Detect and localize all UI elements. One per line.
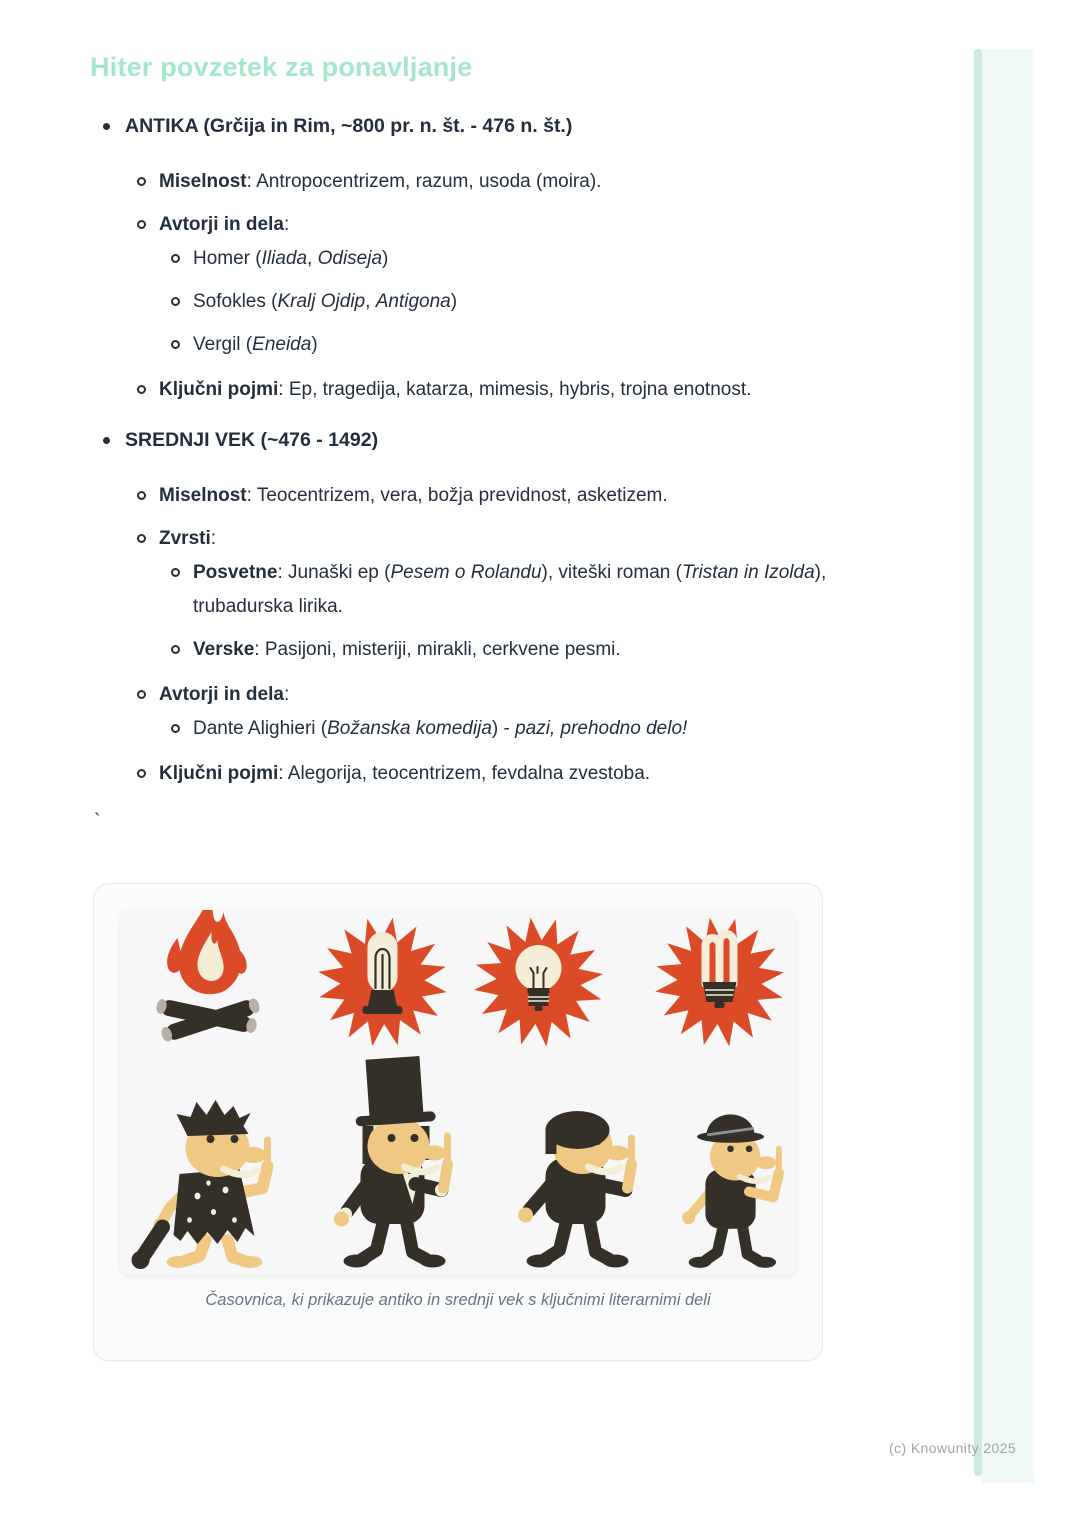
list-level-3 <box>137 712 835 746</box>
list-item-row <box>171 285 835 319</box>
list-item-row <box>171 328 835 362</box>
text-segment: SREDNJI VEK (~476 - 1492) <box>125 429 379 451</box>
bullet-circle-icon <box>137 690 146 699</box>
list-item-text <box>159 165 835 199</box>
list-item-text <box>193 328 835 362</box>
list-item-text <box>159 208 835 242</box>
list-item-text <box>193 633 835 667</box>
text-segment: Zvrsti <box>159 528 211 549</box>
text-segment: ), trubadurska lirika. <box>193 562 827 617</box>
list-item <box>137 479 835 513</box>
text-segment: Miselnost <box>159 171 247 192</box>
list-item-text <box>159 373 835 407</box>
right-accent-stripe <box>974 49 982 1476</box>
modern-man-figure <box>518 1111 632 1268</box>
list-item-text <box>125 113 835 139</box>
text-segment: Avtorji in dela <box>159 684 284 705</box>
text-segment: : Alegorija, teocentrizem, fevdalna zvestoba. <box>278 763 651 784</box>
list-item-row <box>103 427 835 453</box>
list-item <box>137 757 835 791</box>
text-segment: Sofokles ( <box>193 291 278 312</box>
text-segment: ) <box>311 334 318 355</box>
bullet-circle-icon <box>137 177 146 186</box>
text-segment: : Teocentrizem, vera, božja previdnost, asketizem. <box>246 485 668 506</box>
bullet-circle-icon <box>171 568 180 577</box>
list-item-text <box>125 427 835 453</box>
list-item-row <box>103 113 835 139</box>
list-item-text <box>193 285 835 319</box>
text-segment: Verske <box>193 639 255 660</box>
bullet-circle-icon <box>137 220 146 229</box>
bullet-circle-icon <box>137 534 146 543</box>
illustration-card <box>93 883 823 1361</box>
notes-content <box>90 52 835 1361</box>
figure-caption: Časovnica, ki prikazuje antiko in srednji vek s ključnimi literarnimi deli <box>205 1291 711 1309</box>
list-item-text <box>159 678 835 712</box>
text-segment: , <box>365 291 376 312</box>
outline-section <box>103 113 835 407</box>
text-segment: ) <box>382 248 389 269</box>
campfire-icon <box>155 910 262 1043</box>
text-segment: : Ep, tragedija, katarza, mimesis, hybris, trojna enotnost. <box>278 379 752 400</box>
list-item-text <box>159 757 835 791</box>
caveman-figure <box>132 1100 268 1269</box>
list-item-row <box>137 373 835 407</box>
bullet-circle-icon <box>137 385 146 394</box>
top-hat-man-figure <box>334 1055 448 1267</box>
list-item-row <box>137 208 835 242</box>
text-segment: ), viteški roman ( <box>541 562 682 583</box>
text-segment: Ključni pojmi <box>159 379 279 400</box>
list-level-3 <box>137 242 835 362</box>
list-item-text <box>193 712 835 746</box>
text-segment: Eneida <box>252 334 312 355</box>
list-item-row <box>137 479 835 513</box>
list-item <box>171 328 835 362</box>
list-item-row <box>137 165 835 199</box>
page-title: Hiter povzetek za ponavljanje <box>90 52 473 82</box>
stray-backtick: ` <box>94 811 101 832</box>
text-segment: Božanska komedija <box>327 718 492 739</box>
bullet-circle-icon <box>171 254 180 263</box>
text-segment: : Pasijoni, misteriji, mirakli, cerkvene pesmi. <box>254 639 621 660</box>
bullet-circle-icon <box>171 340 180 349</box>
list-item <box>171 633 835 667</box>
text-segment: : <box>283 214 290 235</box>
text-segment: Odiseja <box>317 248 383 269</box>
bullet-circle-icon <box>137 491 146 500</box>
text-segment: Miselnost <box>159 485 247 506</box>
text-segment: Tristan in Izolda <box>681 562 815 583</box>
text-segment: Pesem o Rolandu <box>390 562 542 583</box>
list-item-row <box>137 522 835 556</box>
text-segment: Posvetne <box>193 562 278 583</box>
text-segment: pazi, prehodno delo! <box>515 718 688 739</box>
bullet-dot-icon <box>103 123 110 130</box>
text-segment: Vergil ( <box>193 334 253 355</box>
text-segment: Dante Alighieri ( <box>193 718 328 739</box>
list-level-3 <box>137 556 835 667</box>
text-segment: ANTIKA (Grčija in Rim, ~800 pr. n. št. - 476 n. št.) <box>125 115 573 137</box>
list-item-row <box>171 242 835 276</box>
list-item <box>171 712 835 746</box>
list-item-text <box>159 479 835 513</box>
timeline-illustration-image <box>120 910 796 1275</box>
text-segment: Antigona <box>375 291 451 312</box>
text-segment: Kralj Ojdip <box>277 291 366 312</box>
list-item <box>137 522 835 667</box>
text-segment: : <box>210 528 217 549</box>
outline-list <box>90 113 835 791</box>
list-level-2 <box>103 165 835 407</box>
bullet-circle-icon <box>171 297 180 306</box>
text-segment: Homer ( <box>193 248 262 269</box>
copyright-text: (c) Knowunity 2025 <box>889 1440 1017 1456</box>
list-item <box>171 242 835 276</box>
list-level-1 <box>90 113 835 791</box>
list-item <box>137 678 835 746</box>
text-segment: Iliada <box>261 248 308 269</box>
text-segment: ) - <box>491 718 516 739</box>
text-segment: : <box>283 684 290 705</box>
list-item-row <box>137 678 835 712</box>
right-accent-track <box>982 49 1034 1483</box>
round-bulb-burst-icon <box>466 910 611 1054</box>
text-segment: Ključni pojmi <box>159 763 279 784</box>
list-item-row <box>137 757 835 791</box>
list-item-text <box>159 522 835 556</box>
list-item <box>137 373 835 407</box>
list-item-row <box>171 712 835 746</box>
list-item <box>137 165 835 199</box>
text-segment: , <box>307 248 318 269</box>
timeline-illustration-svg <box>120 910 796 1275</box>
list-item-text <box>193 556 835 624</box>
bullet-circle-icon <box>137 769 146 778</box>
incandescent-bulb-burst-icon <box>308 910 457 1056</box>
list-item-text <box>193 242 835 276</box>
list-item-row <box>171 633 835 667</box>
text-segment: ) <box>450 291 458 312</box>
list-item <box>171 285 835 319</box>
bowler-hat-man-figure <box>682 1114 779 1267</box>
list-item-row <box>171 556 835 624</box>
outline-section <box>103 427 835 791</box>
list-level-2 <box>103 479 835 791</box>
bullet-circle-icon <box>171 724 180 733</box>
bullet-dot-icon <box>103 437 110 444</box>
text-segment: : Junaški ep ( <box>277 562 391 583</box>
list-item <box>137 208 835 362</box>
cfl-bulb-burst-icon <box>641 910 796 1061</box>
text-segment: : Antropocentrizem, razum, usoda (moira). <box>246 171 602 192</box>
list-item <box>171 556 835 624</box>
bullet-circle-icon <box>171 645 180 654</box>
text-segment: Avtorji in dela <box>159 214 284 235</box>
